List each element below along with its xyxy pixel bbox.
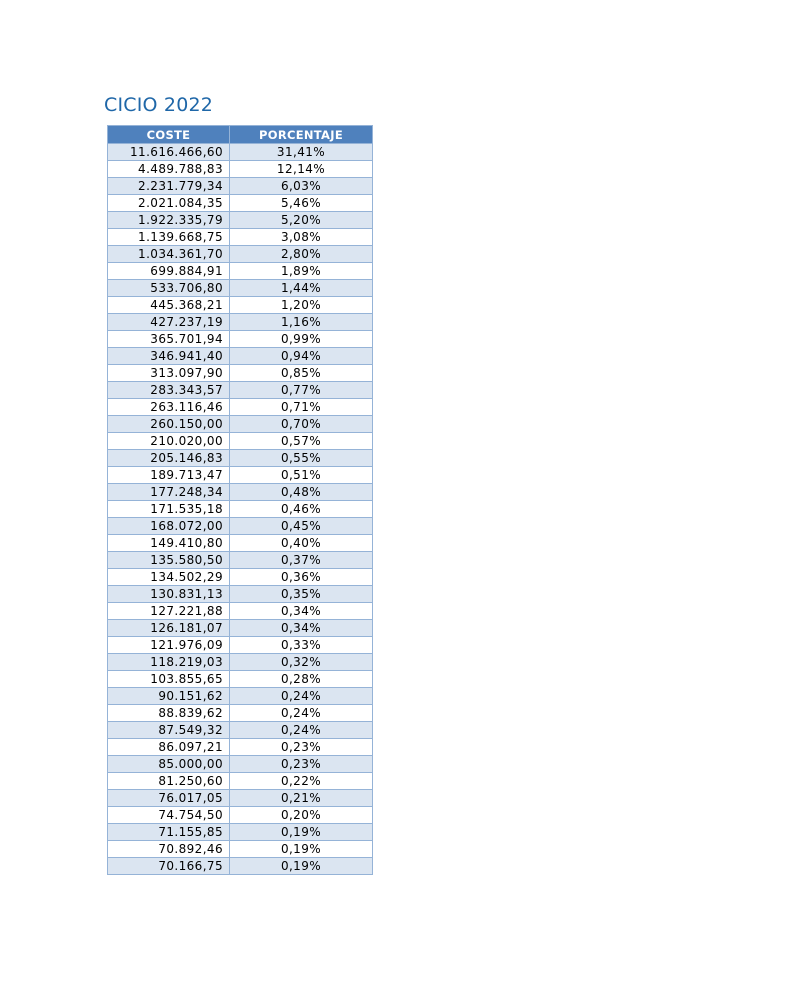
- table-row: [108, 790, 373, 807]
- porcentaje-cell: 0,19%: [230, 824, 373, 841]
- porcentaje-cell: 0,21%: [230, 790, 373, 807]
- table-row: [108, 688, 373, 705]
- table-row: [108, 841, 373, 858]
- coste-cell: 1.139.668,75: [108, 229, 230, 246]
- coste-cell: 263.116,46: [108, 399, 230, 416]
- porcentaje-cell: 0,24%: [230, 705, 373, 722]
- porcentaje-cell: 1,89%: [230, 263, 373, 280]
- porcentaje-cell: 0,45%: [230, 518, 373, 535]
- coste-cell: 533.706,80: [108, 280, 230, 297]
- coste-cell: 130.831,13: [108, 586, 230, 603]
- coste-cell: 88.839,62: [108, 705, 230, 722]
- porcentaje-cell: 0,99%: [230, 331, 373, 348]
- coste-cell: 171.535,18: [108, 501, 230, 518]
- table-row: [108, 858, 373, 875]
- table-row: [108, 756, 373, 773]
- porcentaje-cell: 3,08%: [230, 229, 373, 246]
- table-row: [108, 773, 373, 790]
- coste-cell: 103.855,65: [108, 671, 230, 688]
- table-row: [108, 297, 373, 314]
- coste-cell: 134.502,29: [108, 569, 230, 586]
- porcentaje-cell: 0,22%: [230, 773, 373, 790]
- table-row: [108, 467, 373, 484]
- table-row: [108, 637, 373, 654]
- porcentaje-cell: 0,77%: [230, 382, 373, 399]
- porcentaje-cell: 0,24%: [230, 688, 373, 705]
- coste-cell: 90.151,62: [108, 688, 230, 705]
- coste-cell: 346.941,40: [108, 348, 230, 365]
- table-row: [108, 484, 373, 501]
- table-row: [108, 331, 373, 348]
- coste-cell: 71.155,85: [108, 824, 230, 841]
- coste-cell: 11.616.466,60: [108, 144, 230, 161]
- porcentaje-cell: 5,20%: [230, 212, 373, 229]
- table-row: [108, 161, 373, 178]
- coste-cell: 70.166,75: [108, 858, 230, 875]
- table-row: [108, 263, 373, 280]
- coste-cell: 127.221,88: [108, 603, 230, 620]
- porcentaje-cell: 5,46%: [230, 195, 373, 212]
- coste-cell: 2.231.779,34: [108, 178, 230, 195]
- cost-table: [107, 125, 373, 875]
- porcentaje-cell: 1,20%: [230, 297, 373, 314]
- porcentaje-cell: 0,94%: [230, 348, 373, 365]
- porcentaje-cell: 0,28%: [230, 671, 373, 688]
- coste-cell: 427.237,19: [108, 314, 230, 331]
- porcentaje-cell: 1,16%: [230, 314, 373, 331]
- porcentaje-cell: 6,03%: [230, 178, 373, 195]
- porcentaje-cell: 2,80%: [230, 246, 373, 263]
- coste-cell: 699.884,91: [108, 263, 230, 280]
- porcentaje-cell: 0,46%: [230, 501, 373, 518]
- table-row: [108, 195, 373, 212]
- table-row: [108, 654, 373, 671]
- coste-cell: 210.020,00: [108, 433, 230, 450]
- porcentaje-cell: 0,19%: [230, 858, 373, 875]
- porcentaje-cell: 0,36%: [230, 569, 373, 586]
- table-row: [108, 824, 373, 841]
- porcentaje-cell: 0,23%: [230, 756, 373, 773]
- coste-cell: 1.034.361,70: [108, 246, 230, 263]
- porcentaje-cell: 31,41%: [230, 144, 373, 161]
- column-header-coste: COSTE: [108, 126, 230, 144]
- table-row: [108, 229, 373, 246]
- porcentaje-cell: 0,57%: [230, 433, 373, 450]
- coste-cell: 121.976,09: [108, 637, 230, 654]
- coste-cell: 76.017,05: [108, 790, 230, 807]
- coste-cell: 168.072,00: [108, 518, 230, 535]
- table-row: [108, 671, 373, 688]
- coste-cell: 86.097,21: [108, 739, 230, 756]
- table-row: [108, 501, 373, 518]
- table-row: [108, 450, 373, 467]
- coste-cell: 1.922.335,79: [108, 212, 230, 229]
- coste-cell: 74.754,50: [108, 807, 230, 824]
- table-row: [108, 739, 373, 756]
- table-header-row: [108, 126, 373, 144]
- coste-cell: 118.219,03: [108, 654, 230, 671]
- porcentaje-cell: 0,32%: [230, 654, 373, 671]
- coste-cell: 85.000,00: [108, 756, 230, 773]
- table-row: [108, 535, 373, 552]
- porcentaje-cell: 12,14%: [230, 161, 373, 178]
- coste-cell: 260.150,00: [108, 416, 230, 433]
- coste-cell: 445.368,21: [108, 297, 230, 314]
- table-row: [108, 280, 373, 297]
- table-row: [108, 348, 373, 365]
- coste-cell: 283.343,57: [108, 382, 230, 399]
- porcentaje-cell: 0,51%: [230, 467, 373, 484]
- coste-cell: 135.580,50: [108, 552, 230, 569]
- table-row: [108, 807, 373, 824]
- coste-cell: 4.489.788,83: [108, 161, 230, 178]
- porcentaje-cell: 0,23%: [230, 739, 373, 756]
- porcentaje-cell: 0,34%: [230, 620, 373, 637]
- porcentaje-cell: 0,19%: [230, 841, 373, 858]
- table-row: [108, 382, 373, 399]
- porcentaje-cell: 0,33%: [230, 637, 373, 654]
- porcentaje-cell: 0,71%: [230, 399, 373, 416]
- table-row: [108, 212, 373, 229]
- porcentaje-cell: 0,34%: [230, 603, 373, 620]
- coste-cell: 177.248,34: [108, 484, 230, 501]
- coste-cell: 81.250,60: [108, 773, 230, 790]
- porcentaje-cell: 0,24%: [230, 722, 373, 739]
- table-row: [108, 246, 373, 263]
- table-row: [108, 433, 373, 450]
- coste-cell: 149.410,80: [108, 535, 230, 552]
- coste-cell: 2.021.084,35: [108, 195, 230, 212]
- table-row: [108, 399, 373, 416]
- coste-cell: 87.549,32: [108, 722, 230, 739]
- porcentaje-cell: 0,40%: [230, 535, 373, 552]
- porcentaje-cell: 0,20%: [230, 807, 373, 824]
- coste-cell: 70.892,46: [108, 841, 230, 858]
- porcentaje-cell: 0,85%: [230, 365, 373, 382]
- table-row: [108, 705, 373, 722]
- table-row: [108, 586, 373, 603]
- table-row: [108, 552, 373, 569]
- table-row: [108, 620, 373, 637]
- table-row: [108, 722, 373, 739]
- coste-cell: 189.713,47: [108, 467, 230, 484]
- coste-cell: 205.146,83: [108, 450, 230, 467]
- table-row: [108, 178, 373, 195]
- table-row: [108, 314, 373, 331]
- table-row: [108, 365, 373, 382]
- page-title: CICIO 2022: [104, 94, 214, 116]
- porcentaje-cell: 0,35%: [230, 586, 373, 603]
- coste-cell: 365.701,94: [108, 331, 230, 348]
- porcentaje-cell: 0,55%: [230, 450, 373, 467]
- table-row: [108, 144, 373, 161]
- porcentaje-cell: 1,44%: [230, 280, 373, 297]
- table-body: [108, 144, 373, 875]
- table-row: [108, 416, 373, 433]
- porcentaje-cell: 0,37%: [230, 552, 373, 569]
- table-row: [108, 569, 373, 586]
- table-row: [108, 518, 373, 535]
- coste-cell: 126.181,07: [108, 620, 230, 637]
- table-row: [108, 603, 373, 620]
- coste-cell: 313.097,90: [108, 365, 230, 382]
- porcentaje-cell: 0,48%: [230, 484, 373, 501]
- porcentaje-cell: 0,70%: [230, 416, 373, 433]
- column-header-porcentaje: PORCENTAJE: [230, 126, 373, 144]
